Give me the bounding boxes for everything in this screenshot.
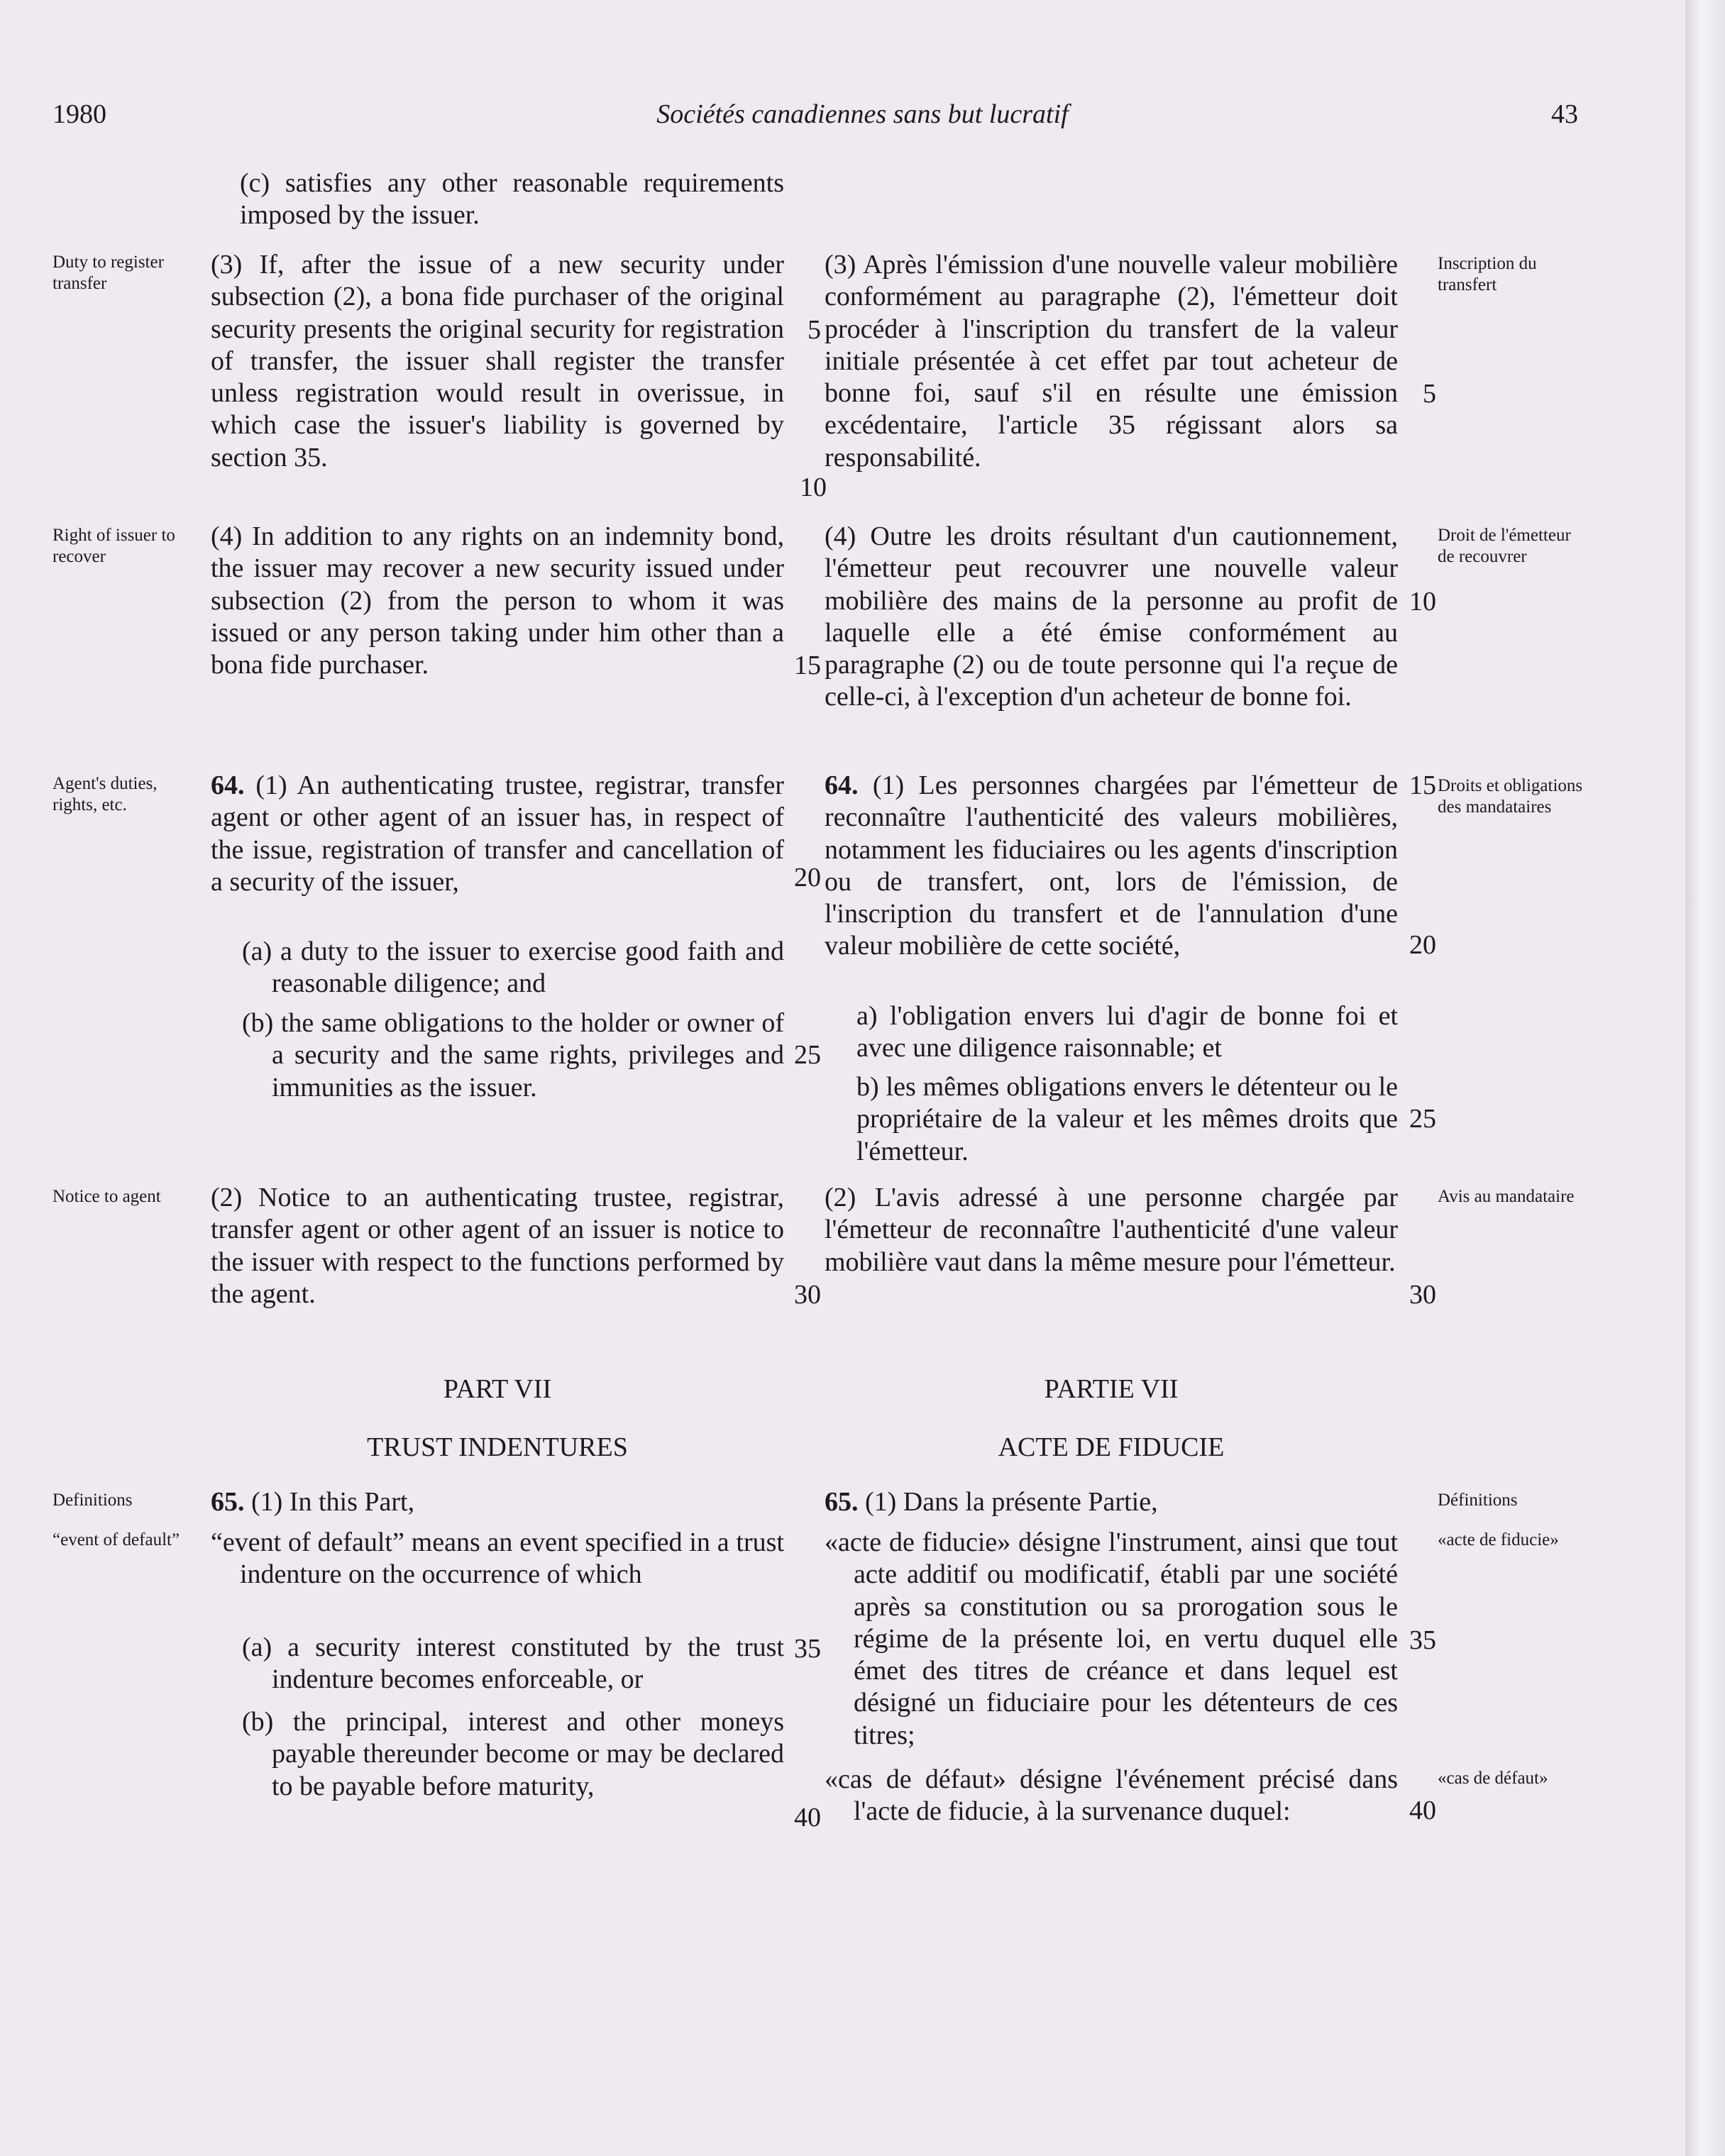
en-section-64-number: 64. — [211, 770, 245, 800]
line-number-en-20: 20 — [794, 863, 821, 892]
line-number-fr-15: 15 — [1409, 770, 1436, 800]
en-section-64-b: (b) the same obligations to the holder or owner of a security and the same rights, privileges and immunities as the issuer. — [242, 1008, 784, 1102]
line-number-fr-10: 10 — [1409, 587, 1436, 617]
line-number-en-35: 35 — [794, 1634, 821, 1664]
line-number-fr-25: 25 — [1409, 1104, 1436, 1134]
page-edge — [1685, 0, 1725, 2156]
en-subsection-3: (3) If, after the issue of a new security under subsection (2), a bona fide purchaser of the original security presents the original security for registration of transfer, the issuer shall register the transfer unless registration would result in overissue, in which case the issuer's liability is governed by section 35. — [211, 250, 784, 472]
line-number-en-10: 10 — [800, 472, 827, 502]
fr-section-65: 65. (1) Dans la présente Partie, — [825, 1487, 1158, 1517]
fr-section-64-number: 64. — [825, 770, 859, 800]
margin-note-avis: Avis au mandataire — [1438, 1187, 1575, 1206]
fr-subsection-3: (3) Après l'émission d'une nouvelle valeur mobilière conformément au paragraphe (2), l'émetteur doit procéder à l'inscription du transfert de la valeur initiale présentée à cet effet par tout acheteur de bonne foi, sauf s'il en résulte une émission excédentaire, l'article 35 régissant alors sa responsabilité. — [825, 250, 1398, 472]
margin-note-agents-duties: Agent's duties, rights, etc. — [53, 774, 158, 814]
en-section-65-number: 65. — [211, 1487, 245, 1517]
line-number-en-5: 5 — [808, 315, 821, 345]
margin-note-definitions: Definitions — [53, 1491, 133, 1510]
margin-note-right-of-issuer: Right of issuer to recover — [53, 526, 175, 566]
en-section-65: 65. (1) In this Part, — [211, 1487, 415, 1517]
margin-note-definitions-fr: Définitions — [1438, 1491, 1518, 1510]
header-year: 1980 — [53, 99, 106, 129]
margin-note-duty-to-register: Duty to register transfer — [53, 253, 164, 293]
en-section-64-2: (2) Notice to an authenticating trustee, registrar, transfer agent or other agent of an issuer is notice to the issuer with respect to the functions performed by the agent. — [211, 1183, 784, 1309]
fr-definition-acte-de-fiducie: «acte de fiducie» désigne l'instrument, ainsi que tout acte additif ou modificatif, établi par une société après sa constitution ou sa prorogation sous le régime de la présente loi, en vertu duquel elle émet des titres de créance et dans lequel est désigné un fiduciaire pour les détenteurs de ces titres; — [825, 1527, 1398, 1750]
en-subsection-4: (4) In addition to any rights on an indemnity bond, the issuer may recover a new security issued under subsection (2) from the person to whom it was issued or any person taking under him other than a bona fide purchaser. — [211, 521, 784, 680]
margin-note-cas-de-defaut: «cas de défaut» — [1438, 1769, 1548, 1788]
margin-note-droit: Droit de l'émetteur de recouvrer — [1438, 526, 1571, 566]
margin-note-notice-to-agent: Notice to agent — [53, 1187, 161, 1206]
line-number-fr-30: 30 — [1409, 1280, 1436, 1310]
en-definition-b: (b) the principal, interest and other moneys payable thereunder become or may be declared to be payable before maturity, — [242, 1707, 784, 1801]
fr-section-64-2: (2) L'avis adressé à une personne chargée par l'émetteur de reconnaître l'authenticité d'une valeur mobilière vaut dans la même mesure pour l'émetteur. — [825, 1183, 1398, 1277]
fr-part-title: ACTE DE FIDUCIE — [998, 1432, 1225, 1462]
line-number-fr-40: 40 — [1409, 1796, 1436, 1825]
line-number-fr-20: 20 — [1409, 930, 1436, 960]
fr-definition-cas-de-defaut: «cas de défaut» désigne l'événement précisé dans l'acte de fiducie, à la survenance duquel: — [825, 1764, 1398, 1827]
line-number-en-30: 30 — [794, 1280, 821, 1310]
header-page-number: 43 — [1551, 99, 1578, 129]
fr-subsection-4: (4) Outre les droits résultant d'un cautionnement, l'émetteur peut recouvrer une nouvelle valeur mobilière des mains de la personne au profit de laquelle elle a été émise conformément au paragraphe (2) ou de toute personne qui l'a reçue de celle-ci, à l'exception d'un acheteur de bonne foi. — [825, 521, 1398, 712]
margin-note-event-of-default: “event of default” — [53, 1530, 180, 1549]
en-section-64: 64. (1) An authenticating trustee, registrar, transfer agent or other agent of an issuer has, in respect of the issue, registration of transfer and cancellation of a security of the issuer, — [211, 770, 785, 897]
en-part-number: PART VII — [443, 1374, 552, 1404]
line-number-en-25: 25 — [794, 1040, 821, 1070]
en-section-64-a: (a) a duty to the issuer to exercise good faith and reasonable diligence; and — [242, 936, 784, 999]
fr-section-64-a: a) l'obligation envers lui d'agir de bonne foi et avec une diligence raisonnable; et — [856, 1001, 1398, 1063]
en-definition-event-of-default: “event of default” means an event specified in a trust indenture on the occurrence of which — [211, 1527, 784, 1590]
margin-note-droits-obligations: Droits et obligations des mandataires — [1438, 776, 1583, 817]
line-number-en-15: 15 — [794, 651, 821, 680]
en-paragraph-c: (c) satisfies any other reasonable requirements imposed by the issuer. — [240, 168, 784, 231]
margin-note-acte-de-fiducie: «acte de fiducie» — [1438, 1530, 1559, 1549]
en-definition-a: (a) a security interest constituted by the trust indenture becomes enforceable, or — [242, 1632, 784, 1695]
line-number-fr-35: 35 — [1409, 1625, 1436, 1655]
fr-section-64: 64. (1) Les personnes chargées par l'émetteur de reconnaître l'authenticité des valeurs mobilières, notamment les fiduciaires ou les agents d'inscription ou de transfert, ont, lors de l'émission, de l'inscription du transfert et de l'annulation d'une valeur mobilière de cette société, — [825, 770, 1399, 961]
fr-part-number: PARTIE VII — [1044, 1374, 1179, 1404]
line-number-en-40: 40 — [794, 1803, 821, 1832]
header-title: Sociétés canadiennes sans but lucratif — [656, 99, 1069, 129]
line-number-fr-5: 5 — [1423, 379, 1436, 409]
fr-section-65-number: 65. — [825, 1487, 859, 1517]
margin-note-inscription: Inscription du transfert — [1438, 254, 1537, 294]
fr-section-64-b: b) les mêmes obligations envers le détenteur ou le propriétaire de la valeur et les mêmes droits que l'émetteur. — [856, 1072, 1398, 1166]
en-part-title: TRUST INDENTURES — [367, 1432, 628, 1462]
